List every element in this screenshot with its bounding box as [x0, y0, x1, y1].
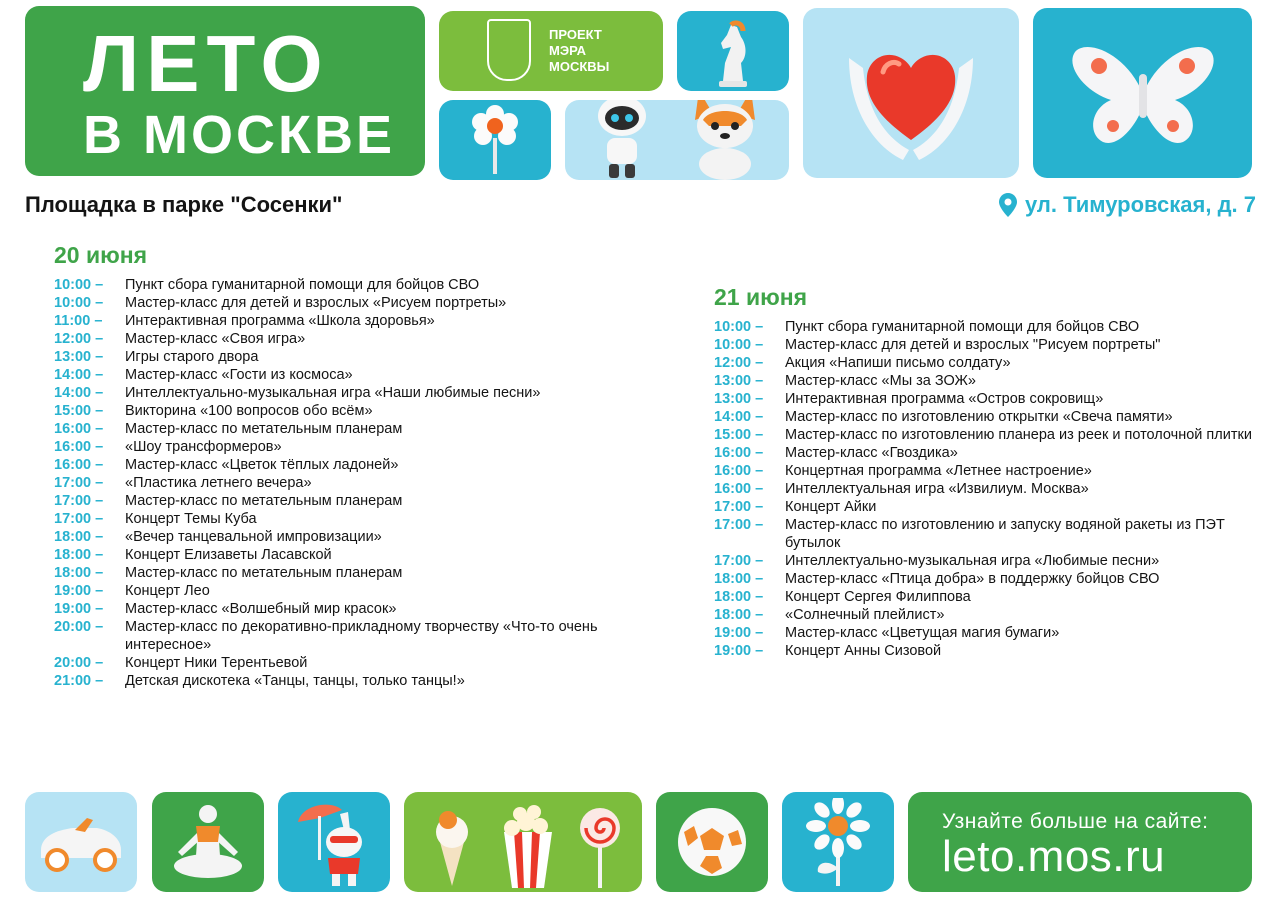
- event-time: 14:00 –: [714, 409, 764, 425]
- location-pin-icon: [999, 193, 1017, 217]
- schedule-day-1: [54, 242, 654, 690]
- toy-car-tile: [25, 792, 137, 892]
- sunflower-tile: [782, 792, 894, 892]
- event-time: 10:00 –: [714, 319, 764, 335]
- event-title: Мастер-класс «Гости из космоса»: [125, 367, 353, 383]
- event-title: Мастер-класс по декоративно-прикладному творчеству «Что-то очень интересное»: [125, 619, 598, 653]
- event-row: [54, 384, 654, 402]
- event-row: [54, 366, 654, 384]
- event-title: Концерт Ники Терентьевой: [125, 655, 308, 671]
- heart-hands-tile: [803, 8, 1019, 178]
- event-row: [714, 426, 1254, 444]
- event-title: Мастер-класс «Мы за ЗОЖ»: [785, 373, 976, 389]
- event-row: [714, 462, 1254, 480]
- event-title: «Шоу трансформеров»: [125, 439, 282, 455]
- event-title: Мастер-класс «Цветок тёплых ладоней»: [125, 457, 399, 473]
- event-title: «Солнечный плейлист»: [785, 607, 945, 623]
- robot-icon: [587, 100, 657, 180]
- event-title: Мастер-класс по изготовлению планера из реек и потолочной плитки: [785, 427, 1252, 443]
- event-title: Мастер-класс «Цветущая магия бумаги»: [785, 625, 1060, 641]
- event-row: [54, 420, 654, 438]
- event-time: 18:00 –: [714, 589, 764, 605]
- event-time: 18:00 –: [54, 529, 104, 545]
- event-row: [54, 402, 654, 420]
- event-row: [54, 582, 654, 600]
- event-title: Викторина «100 вопросов обо всём»: [125, 403, 373, 419]
- event-title: Пункт сбора гуманитарной помощи для бойцов СВО: [785, 319, 1140, 335]
- event-time: 19:00 –: [714, 643, 764, 659]
- event-time: 18:00 –: [714, 607, 764, 623]
- butterfly-tile: [1033, 8, 1252, 178]
- event-title: Акция «Напиши письмо солдату»: [785, 355, 1011, 371]
- logo-tile: [25, 6, 425, 176]
- logo-title: ЛЕТО: [83, 19, 330, 108]
- event-time: 19:00 –: [54, 601, 104, 617]
- event-title: Интеллектуально-музыкальная игра «Наши любимые песни»: [125, 385, 541, 401]
- event-time: 16:00 –: [714, 445, 764, 461]
- event-title: Интерактивная программа «Остров сокровищ»: [785, 391, 1104, 407]
- event-row: [54, 510, 654, 528]
- event-row: [714, 318, 1254, 336]
- event-row: [54, 600, 654, 618]
- event-time: 10:00 –: [54, 277, 104, 293]
- event-row: [54, 546, 654, 564]
- event-title: Концертная программа «Летнее настроение»: [785, 463, 1092, 479]
- event-title: Мастер-класс «Гвоздика»: [785, 445, 958, 461]
- event-time: 18:00 –: [54, 565, 104, 581]
- event-time: 17:00 –: [714, 499, 764, 515]
- event-time: 13:00 –: [54, 349, 104, 365]
- event-row: [54, 312, 654, 330]
- sunflower-icon: [806, 798, 870, 888]
- event-list: [54, 276, 654, 690]
- event-time: 17:00 –: [54, 475, 104, 491]
- event-title: Концерт Анны Сизовой: [785, 643, 942, 659]
- event-title: Мастер-класс по изготовлению и запуску водяной ракеты из ПЭТ бутылок: [785, 517, 1225, 551]
- event-row: [714, 552, 1254, 570]
- event-row: [54, 672, 654, 690]
- event-title: Интеллектуальная игра «Извилиум. Москва»: [785, 481, 1089, 497]
- event-row: [714, 624, 1254, 642]
- event-row: [54, 618, 654, 654]
- event-row: [54, 330, 654, 348]
- bunny-tile: [278, 792, 390, 892]
- event-title: Интерактивная программа «Школа здоровья»: [125, 313, 435, 329]
- event-time: 13:00 –: [714, 373, 764, 389]
- event-time: 16:00 –: [714, 463, 764, 479]
- venue-title: Площадка в парке "Сосенки": [25, 192, 343, 217]
- event-time: 20:00 –: [54, 655, 104, 671]
- event-time: 16:00 –: [54, 457, 104, 473]
- event-row: [54, 294, 654, 312]
- event-title: Мастер-класс по изготовлению открытки «Свеча памяти»: [785, 409, 1173, 425]
- event-title: Мастер-класс по метательным планерам: [125, 493, 403, 509]
- treats-tile: [404, 792, 642, 892]
- yoga-tile: [152, 792, 264, 892]
- moscow-crest-icon: [487, 19, 531, 81]
- event-time: 12:00 –: [54, 331, 104, 347]
- event-time: 17:00 –: [714, 553, 764, 569]
- event-title: Детская дискотека «Танцы, танцы, только танцы!»: [125, 673, 465, 689]
- mayor-badge-line: МОСКВЫ: [549, 59, 610, 74]
- event-time: 17:00 –: [54, 511, 104, 527]
- chess-knight-icon: [713, 17, 753, 89]
- event-row: [54, 654, 654, 672]
- event-title: Концерт Айки: [785, 499, 877, 515]
- venue-address: [999, 192, 1256, 218]
- schedule-day-2: [714, 284, 1254, 660]
- event-title: Мастер-класс для детей и взрослых "Рисуем портреты": [785, 337, 1161, 353]
- event-title: Концерт Сергея Филиппова: [785, 589, 971, 605]
- mayor-project-badge: [439, 11, 663, 91]
- soccer-ball-icon: [676, 806, 748, 878]
- event-row: [54, 456, 654, 474]
- event-time: 13:00 –: [714, 391, 764, 407]
- event-row: [714, 354, 1254, 372]
- event-row: [54, 528, 654, 546]
- event-row: [714, 480, 1254, 498]
- event-row: [714, 336, 1254, 354]
- toy-car-icon: [35, 814, 127, 874]
- heart-in-hands-icon: [843, 28, 979, 168]
- event-row: [54, 474, 654, 492]
- event-time: 12:00 –: [714, 355, 764, 371]
- address-text: ул. Тимуровская, д. 7: [1024, 192, 1256, 217]
- day-heading: 21 июня: [714, 284, 808, 310]
- event-list: [714, 318, 1254, 660]
- event-time: 15:00 –: [714, 427, 764, 443]
- event-row: [714, 588, 1254, 606]
- bunny-umbrella-icon: [292, 800, 376, 888]
- event-row: [714, 498, 1254, 516]
- event-row: [714, 606, 1254, 624]
- event-title: Концерт Елизаветы Ласавской: [125, 547, 332, 563]
- event-row: [714, 516, 1254, 552]
- event-row: [54, 438, 654, 456]
- yoga-figure-icon: [168, 802, 248, 886]
- event-time: 10:00 –: [54, 295, 104, 311]
- event-row: [54, 492, 654, 510]
- ice-cream-popcorn-lollipop-icon: [422, 802, 626, 888]
- logo-subtitle: В МОСКВЕ: [83, 105, 395, 165]
- event-time: 10:00 –: [714, 337, 764, 353]
- event-time: 16:00 –: [54, 421, 104, 437]
- event-time: 19:00 –: [714, 625, 764, 641]
- event-time: 21:00 –: [54, 673, 104, 689]
- event-time: 18:00 –: [54, 547, 104, 563]
- website-link[interactable]: leto.mos.ru: [942, 832, 1166, 881]
- event-time: 20:00 –: [54, 619, 104, 635]
- event-row: [714, 372, 1254, 390]
- chess-tile: [677, 11, 789, 91]
- event-row: [54, 348, 654, 366]
- event-title: «Пластика летнего вечера»: [125, 475, 312, 491]
- website-tile[interactable]: [908, 792, 1252, 892]
- event-time: 18:00 –: [714, 571, 764, 587]
- event-time: 16:00 –: [714, 481, 764, 497]
- mayor-badge-line: МЭРА: [549, 43, 586, 58]
- flower-tile: [439, 100, 551, 180]
- event-title: Игры старого двора: [125, 349, 259, 365]
- day-heading: 20 июня: [54, 242, 148, 268]
- event-title: Мастер-класс «Волшебный мир красок»: [125, 601, 397, 617]
- event-title: «Вечер танцевальной импровизации»: [125, 529, 382, 545]
- event-time: 11:00 –: [54, 313, 103, 329]
- event-title: Концерт Темы Куба: [125, 511, 257, 527]
- event-row: [714, 444, 1254, 462]
- event-row: [714, 570, 1254, 588]
- event-time: 14:00 –: [54, 367, 104, 383]
- event-time: 19:00 –: [54, 583, 104, 599]
- event-time: 17:00 –: [54, 493, 104, 509]
- event-row: [714, 390, 1254, 408]
- mayor-badge-line: ПРОЕКТ: [549, 27, 602, 42]
- event-title: Интеллектуально-музыкальная игра «Любимые песни»: [785, 553, 1160, 569]
- event-title: Мастер-класс «Птица добра» в поддержку бойцов СВО: [785, 571, 1160, 587]
- event-title: Концерт Лео: [125, 583, 210, 599]
- event-row: [54, 564, 654, 582]
- robot-dog-tile: [565, 100, 789, 180]
- event-time: 14:00 –: [54, 385, 104, 401]
- event-title: Мастер-класс по метательным планерам: [125, 565, 403, 581]
- event-row: [714, 642, 1254, 660]
- butterfly-icon: [1067, 34, 1219, 154]
- event-title: Пункт сбора гуманитарной помощи для бойцов СВО: [125, 277, 480, 293]
- dog-icon: [683, 100, 767, 180]
- event-row: [54, 276, 654, 294]
- event-title: Мастер-класс по метательным планерам: [125, 421, 403, 437]
- website-caption: Узнайте больше на сайте:: [942, 810, 1209, 833]
- event-row: [714, 408, 1254, 426]
- event-time: 16:00 –: [54, 439, 104, 455]
- event-title: Мастер-класс «Своя игра»: [125, 331, 306, 347]
- flower-icon: [469, 104, 521, 176]
- event-time: 17:00 –: [714, 517, 764, 533]
- event-time: 15:00 –: [54, 403, 104, 419]
- ball-tile: [656, 792, 768, 892]
- event-title: Мастер-класс для детей и взрослых «Рисуем портреты»: [125, 295, 507, 311]
